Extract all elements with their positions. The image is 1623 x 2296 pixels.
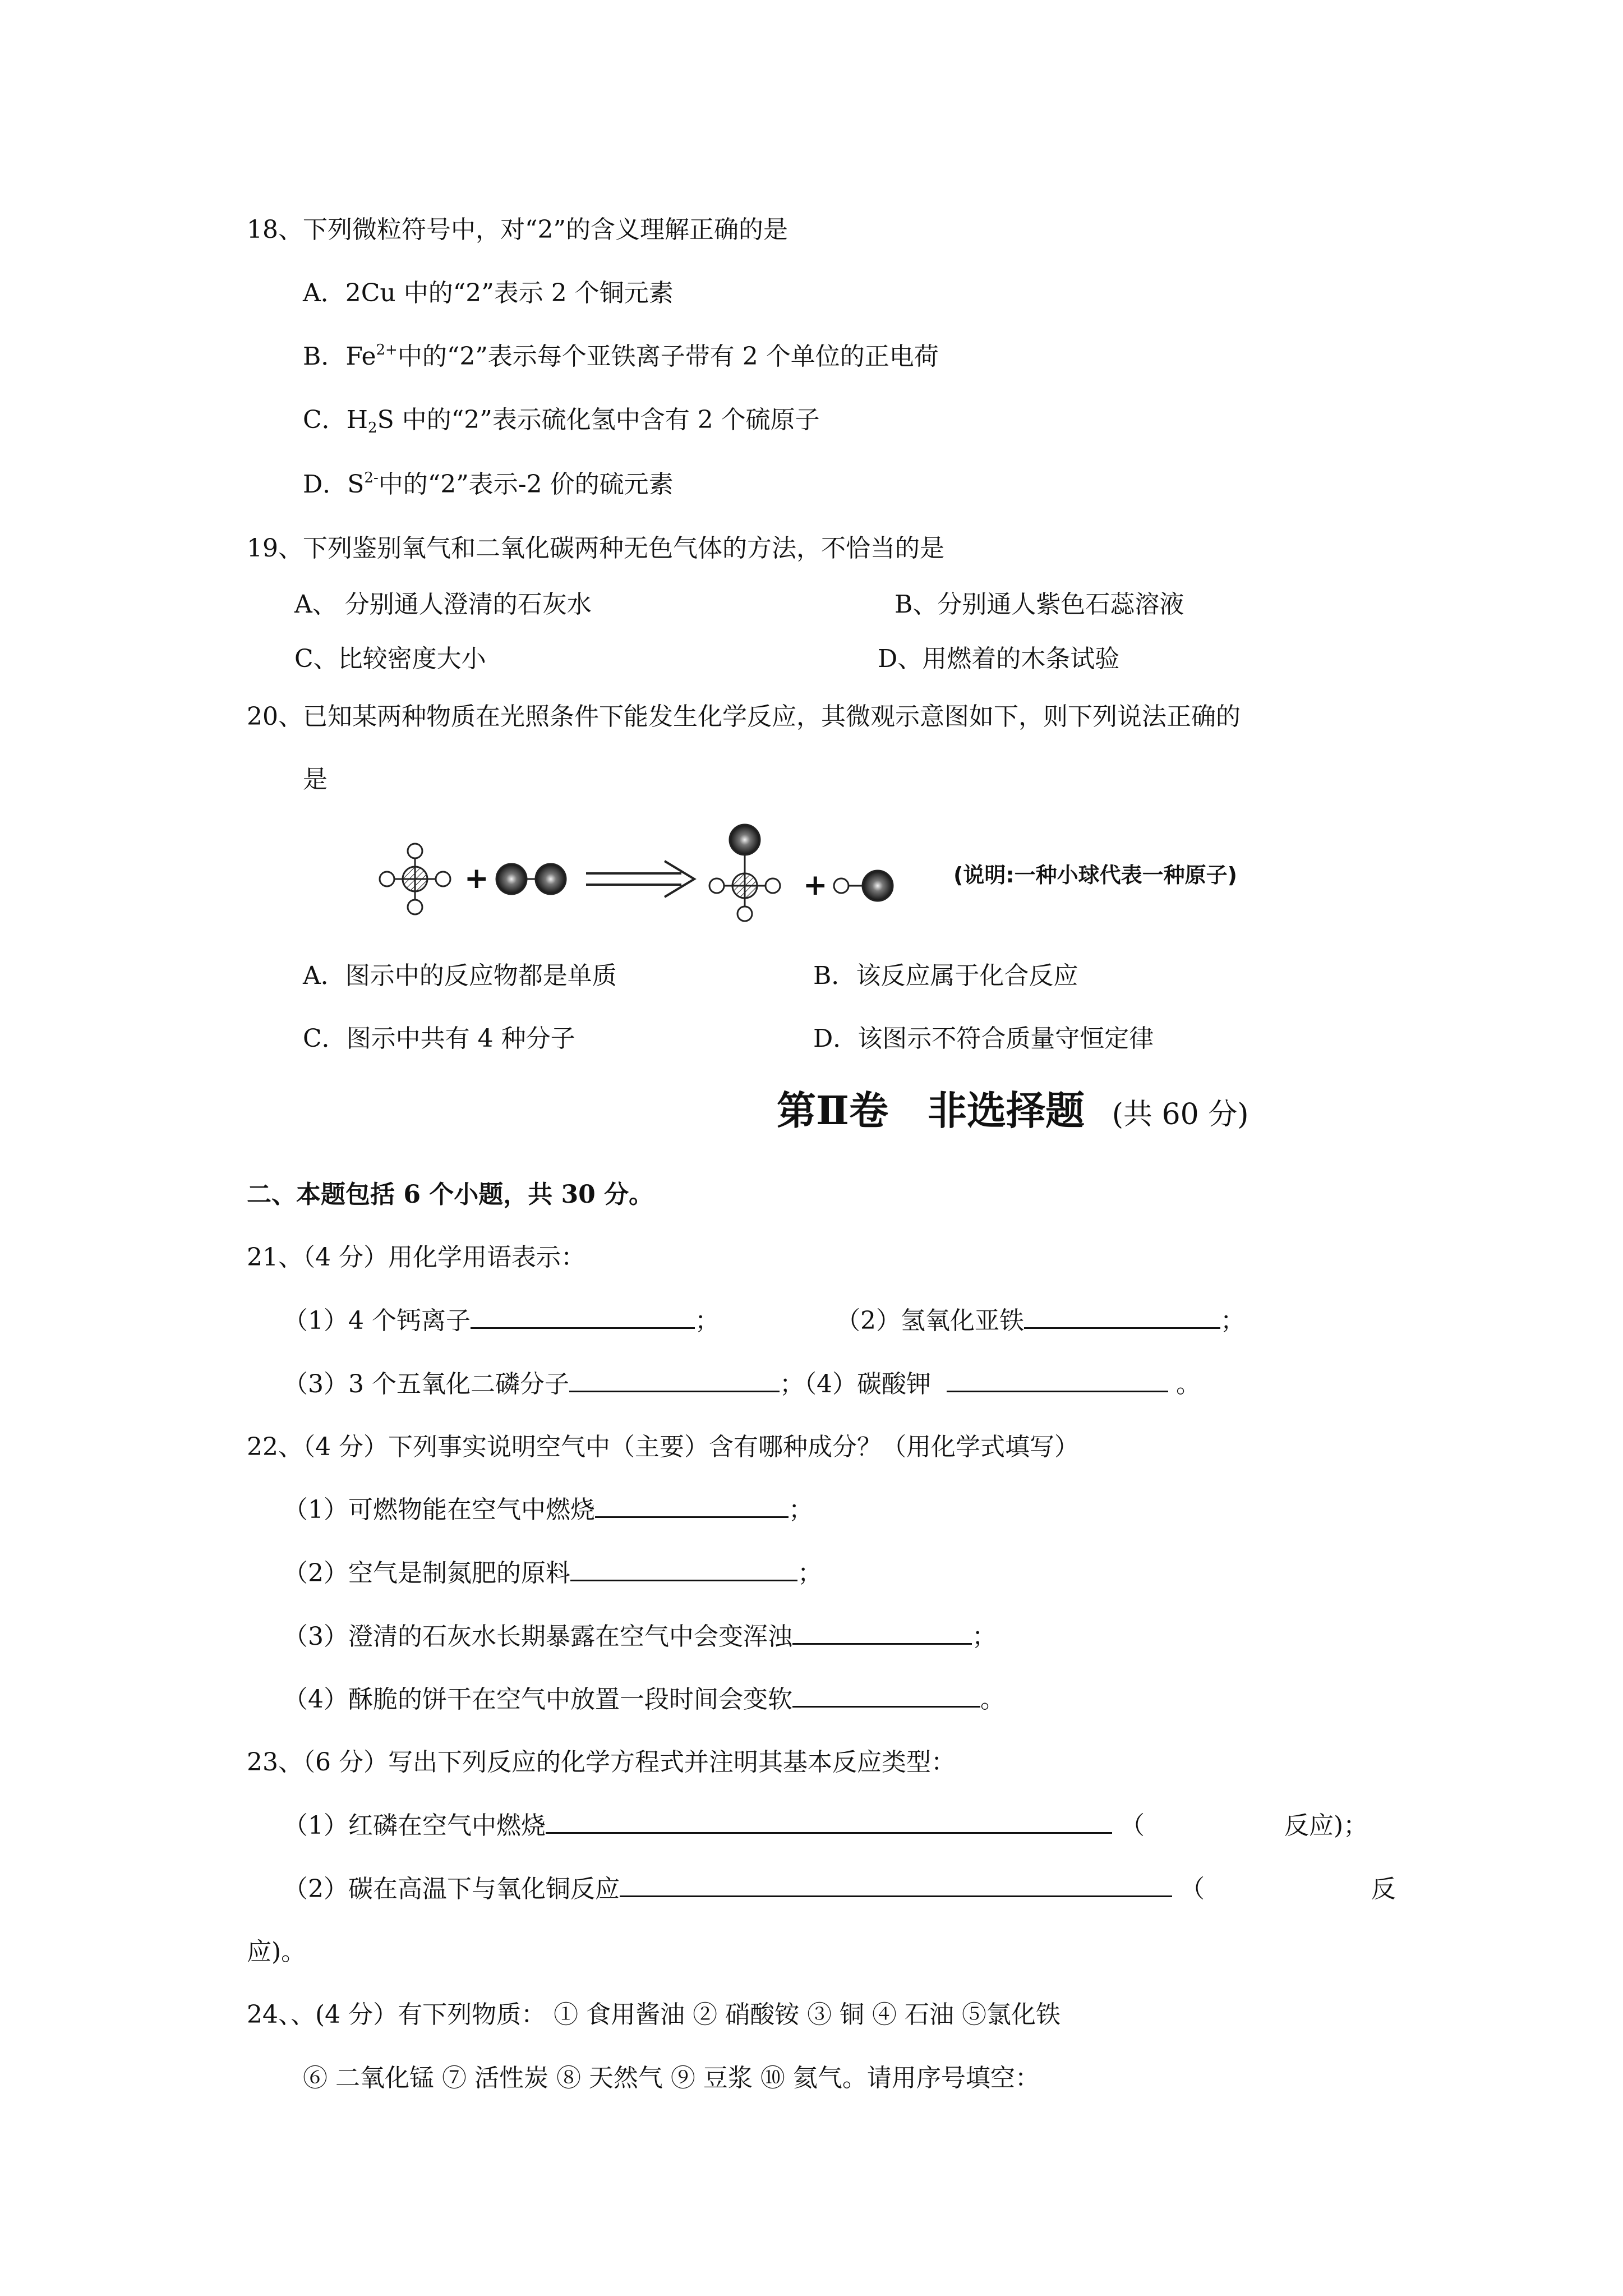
q18-stem: 18、下列微粒符号中，对“2”的含义理解正确的是: [247, 215, 788, 244]
q24-substances: ⑥ 二氧化锰 ⑦ 活性炭 ⑧ 天然气 ⑨ 豆浆 ⑩ 氦气。请用序号填空：: [303, 2064, 1040, 2092]
q24-stem: 24、、(4 分）有下列物质： ① 食用酱油 ② 硝酸铵 ③ 铜 ④ 石油 ⑤氯化铁: [247, 2000, 1061, 2029]
section2-title: 第Ⅱ卷 非选择题 (共 60 分): [777, 1087, 1249, 1134]
section2-score: (共 60 分): [1112, 1098, 1249, 1131]
answer-blank[interactable]: [620, 1873, 1172, 1897]
q19-option-a: A、 分别通人澄清的石灰水: [294, 590, 592, 619]
product-hcl-molecule: [834, 871, 893, 901]
q18-option-a: A．2Cu 中的“2”表示 2 个铜元素: [303, 279, 674, 307]
q18-option-d: D．$S^{2-}$中的“2”表示-2 价的硫元素: [303, 470, 674, 499]
q19-option-b: B、分别通人紫色石蕊溶液: [895, 590, 1184, 619]
q18-option-c: C．$H_2S$ 中的“2”表示硫化氢中含有 2 个硫原子: [303, 406, 820, 436]
answer-blank[interactable]: [570, 1557, 797, 1581]
q20-option-a: A．图示中的反应物都是单质: [303, 961, 617, 990]
q21-part3-4: （3）3 个五氧化二磷分子 ；（4）碳酸钾 。: [283, 1368, 1201, 1401]
q23-part1: （1）红磷在空气中燃烧 （: [283, 1809, 1145, 1843]
reactant-chlorine-molecule: [496, 864, 566, 894]
q23-part2-cont: 应)。: [247, 1938, 306, 1966]
plus-sign-2: +: [803, 868, 828, 902]
q19-option-d: D、用燃着的木条试验: [878, 645, 1120, 673]
q19-option-c: C、比较密度大小: [294, 645, 486, 673]
reactant-methane-molecule: [380, 844, 450, 914]
answer-blank[interactable]: [471, 1305, 695, 1329]
q21-part1: （1）4 个钙离子 ；: [283, 1304, 720, 1338]
answer-blank[interactable]: [1024, 1305, 1220, 1329]
q20-option-c: C．图示中共有 4 种分子: [303, 1024, 575, 1053]
q23-part1-type: 反应)；: [1284, 1811, 1368, 1840]
answer-blank[interactable]: [792, 1683, 980, 1708]
diagram-note: (说明:一种小球代表一种原子): [953, 863, 1237, 887]
part2-heading: 二、本题包括 6 个小题，共 30 分。: [247, 1180, 654, 1209]
q22-part3: （3）澄清的石灰水长期暴露在空气中会变浑浊 ；: [283, 1620, 997, 1654]
q18-option-b: B．$Fe^{2+}$中的“2”表示每个亚铁离子带有 2 个单位的正电荷: [303, 342, 939, 371]
q20-option-d: D．该图示不符合质量守恒定律: [813, 1024, 1154, 1053]
plus-sign-1: +: [464, 862, 489, 895]
q22-part1: （1）可燃物能在空气中燃烧 ；: [283, 1493, 813, 1527]
q22-part4: （4）酥脆的饼干在空气中放置一段时间会变软 。: [283, 1683, 1005, 1717]
answer-blank[interactable]: [792, 1621, 972, 1645]
answer-blank[interactable]: [546, 1810, 1112, 1834]
q22-stem: 22、（4 分）下列事实说明空气中（主要）含有哪种成分？（用化学式填写）: [247, 1433, 1079, 1461]
q19-stem: 19、下列鉴别氧气和二氧化碳两种无色气体的方法，不恰当的是: [247, 534, 944, 563]
q20-option-b: B．该反应属于化合反应: [813, 961, 1078, 990]
q21-part2: （2）氢氧化亚铁 ；: [836, 1304, 1245, 1338]
q21-stem: 21、（4 分）用化学用语表示：: [247, 1243, 585, 1272]
q23-part2: （2）碳在高温下与氧化铜反应 （: [283, 1872, 1205, 1906]
q23-stem: 23、（6 分）写出下列反应的化学方程式并注明其基本反应类型：: [247, 1748, 956, 1777]
product-chloromethane-molecule: [709, 825, 780, 921]
q22-part2: （2）空气是制氮肥的原料 ；: [283, 1557, 822, 1590]
q20-stem-cont: 是: [303, 765, 328, 794]
answer-blank[interactable]: [595, 1494, 789, 1518]
reaction-arrow: [586, 861, 694, 897]
q23-part2-type: 反: [1371, 1875, 1396, 1903]
answer-blank[interactable]: [947, 1368, 1168, 1392]
answer-blank[interactable]: [569, 1368, 780, 1392]
q20-stem: 20、已知某两种物质在光照条件下能发生化学反应，其微观示意图如下，则下列说法正确的: [247, 702, 1241, 731]
